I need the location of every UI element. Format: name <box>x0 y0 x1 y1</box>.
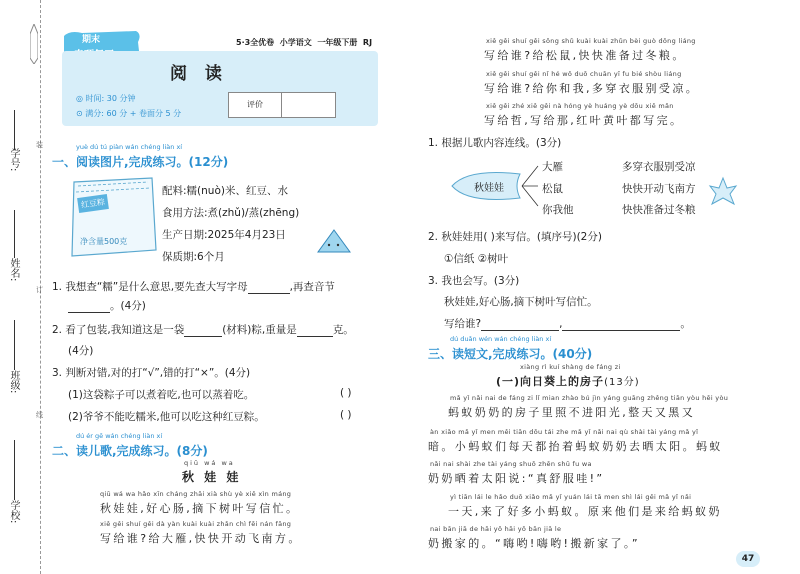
s2-q3: 3. 我也会写。(3分) <box>428 275 520 287</box>
sec2-pinyin: dú ér gē wán chéng liàn xí <box>76 432 163 440</box>
story-l3-pinyin: nǎi nai shài zhe tài yáng shuō zhēn shū fu wa <box>430 460 592 468</box>
story-l5-pinyin: nai bān jiā de hāi yō hāi yō bān jiā le <box>430 525 562 533</box>
match-left-1[interactable]: 大雁 <box>542 161 563 173</box>
info-cooking: 食用方法:煮(zhǔ)/蒸(zhēng) <box>162 207 300 219</box>
poem-l3-pinyin: xiě gěi shuí gěi sōng shǔ kuài kuài zhǔn bèi guò dōng liáng <box>486 37 696 45</box>
sec1-title: 一、阅读图片,完成练习。(12分) <box>52 155 229 169</box>
bag-weight: 净含量500克 <box>80 237 128 246</box>
story-l1: 蚂蚁奶奶的房子里照不进阳光,整天又黑又 <box>448 406 696 419</box>
name-label: 姓名: <box>8 258 19 282</box>
info-ingredients: 配料:糯(nuò)米、红豆、水 <box>162 185 288 197</box>
s2-q3-blank1[interactable] <box>481 330 559 331</box>
leaf-label: 秋娃娃 <box>474 183 504 194</box>
match-right-3[interactable]: 快快准备过冬粮 <box>622 204 696 216</box>
class-label: 班级: <box>8 370 19 394</box>
header-panel <box>62 51 378 126</box>
s1-q2-blank1[interactable] <box>184 336 222 337</box>
sec3-pinyin: dú duǎn wén wán chéng liàn xí <box>450 335 552 343</box>
poem-l5-pinyin: xiě gěi zhé xiě gěi nà hóng yè huáng yè dōu xiě mǎn <box>486 102 674 110</box>
sec2-title: 二、读儿歌,完成练习。(8分) <box>52 444 208 458</box>
match-left-3[interactable]: 你我他 <box>542 204 574 216</box>
rice-bag-icon <box>66 176 161 260</box>
story-l2: 暗。小蚂蚁们每天都抬着蚂蚁奶奶去晒太阳。蚂蚁 <box>428 440 723 453</box>
info-production-date: 生产日期:2025年4月23日 <box>162 229 286 241</box>
poem-l4-pinyin: xiě gěi shuí gěi nǐ hé wǒ duō chuān yī fu bié shòu liáng <box>486 70 682 78</box>
s2-q2-options: ①信纸 ②树叶 <box>444 253 509 265</box>
student-no-line <box>14 110 15 150</box>
poem-l2-pinyin: xiě gěi shuí gěi dà yàn kuài kuài zhǎn chì fēi nán fāng <box>100 520 292 528</box>
poem-l1-pinyin: qiū wá wa hǎo xīn cháng zhāi xià shù yè xiě xìn máng <box>100 490 292 498</box>
poem-title-pinyin: qiū wá wa <box>184 459 235 467</box>
story-title: (一)向日葵上的房子(13分) <box>496 375 640 388</box>
info-shelf-life: 保质期:6个月 <box>162 251 225 263</box>
story-l4-pinyin: yì tiān lái le hǎo duō xiǎo mǎ yǐ yuán lái tā men shì lái gěi mǎ yǐ nǎi <box>450 493 692 501</box>
s1-q2-line1: 2. 看了包装,我知道这是一袋 (材料)粽,重量是 克。 <box>52 324 354 336</box>
match-right-2[interactable]: 快快开动飞南方 <box>622 183 696 195</box>
name-line <box>14 210 15 258</box>
s1-q1-line2: 。(4分) <box>68 298 146 313</box>
s1-q1-blank1[interactable] <box>248 293 290 294</box>
poem-l4: 写给谁?给你和我,多穿衣服别受凉。 <box>484 82 700 95</box>
story-l2-pinyin: àn xiǎo mǎ yǐ men měi tiān dōu tái zhe mǎ yǐ nǎi nai qù shài tài yáng mǎ yǐ <box>430 428 699 436</box>
s1-q3: 3. 判断对错,对的打“√”,错的打“×”。(4分) <box>52 367 251 379</box>
class-line <box>14 320 15 370</box>
s1-q1-line1: 1. 我想查“糯”是什么意思,要先查大写字母 ,再查音节 <box>52 281 335 293</box>
sec3-title: 三、读短文,完成练习。(40分) <box>428 347 593 361</box>
score-label: ⊙ 满分: 60 分 + 卷面分 5 分 <box>76 109 182 118</box>
story-l4: 一天,来了好多小蚂蚁。原来他们是来给蚂蚁奶 <box>448 505 722 518</box>
poem-l3: 写给谁?给松鼠,快快准备过冬粮。 <box>484 49 686 62</box>
story-title-pinyin: xiàng rì kuí shàng de fáng zi <box>520 363 621 371</box>
maple-leaf-icon <box>708 176 738 210</box>
eval-box[interactable] <box>228 92 336 118</box>
s1-q3-2: (2)爷爷不能吃糯米,他可以吃这种红豆粽。 <box>68 411 265 423</box>
match-right-1[interactable]: 多穿衣服别受凉 <box>622 161 696 173</box>
poem-l5: 写给哲,写给那,红叶黄叶都写完。 <box>484 114 684 127</box>
poem-l1: 秋娃娃,好心肠,摘下树叶写信忙。 <box>100 502 300 515</box>
student-no-label: 学号: <box>8 148 19 172</box>
story-l5: 奶搬家的。“嗨哟!嗨哟!搬新家了。” <box>428 537 640 550</box>
s2-q3-blank2[interactable] <box>562 330 680 331</box>
time-label: ◎ 时间: 30 分钟 <box>76 94 136 103</box>
story-l1-pinyin: mǎ yǐ nǎi nai de fáng zi lǐ mian zhào bú jìn yáng guāng zhěng tiān yòu hēi yòu <box>450 394 729 402</box>
s1-q2-score: (4分) <box>68 345 94 357</box>
poem-title: 秋 娃 娃 <box>182 470 242 484</box>
leaf-card <box>448 170 524 202</box>
s1-q3-2-paren[interactable]: ( ) <box>340 409 352 421</box>
cut-mark-2: 订 <box>36 286 43 294</box>
series-label: 5·3全优卷 小学语文 一年级下册 RJ <box>236 38 373 47</box>
bag-label: 红豆粽 <box>77 194 109 213</box>
s2-q2: 2. 秋娃娃用( )来写信。(填序号)(2分) <box>428 231 602 243</box>
s1-q3-1-paren[interactable]: ( ) <box>340 387 352 399</box>
s2-q3-text: 秋娃娃,好心肠,摘下树叶写信忙。 <box>444 296 598 308</box>
s2-q1: 1. 根据儿歌内容连线。(3分) <box>428 137 562 149</box>
match-left-2[interactable]: 松鼠 <box>542 183 563 195</box>
zongzi-icon <box>316 228 352 256</box>
rocket-icon <box>30 24 38 64</box>
story-l3: 奶奶晒着太阳说:“真舒服哇!” <box>428 472 605 485</box>
cut-mark-3: 线 <box>36 411 43 419</box>
s1-q1-blank2[interactable] <box>68 312 110 313</box>
badge-line1: 期末 <box>82 35 101 45</box>
eval-label: 评价 <box>229 93 282 117</box>
school-label: 学校: <box>8 500 19 524</box>
school-line <box>14 440 15 500</box>
cut-mark-1: 装 <box>36 141 43 149</box>
s1-q2-blank2[interactable] <box>297 336 333 337</box>
s2-q3-write: 写给谁? , 。 <box>444 318 691 330</box>
page-title: 阅 读 <box>170 64 228 84</box>
poem-l2: 写给谁?给大雁,快快开动飞南方。 <box>100 532 302 545</box>
sec1-pinyin: yuè dú tú piàn wán chéng liàn xí <box>76 143 183 151</box>
page-number: 47 <box>736 551 760 567</box>
s1-q3-1: (1)这袋粽子可以煮着吃,也可以蒸着吃。 <box>68 389 255 401</box>
